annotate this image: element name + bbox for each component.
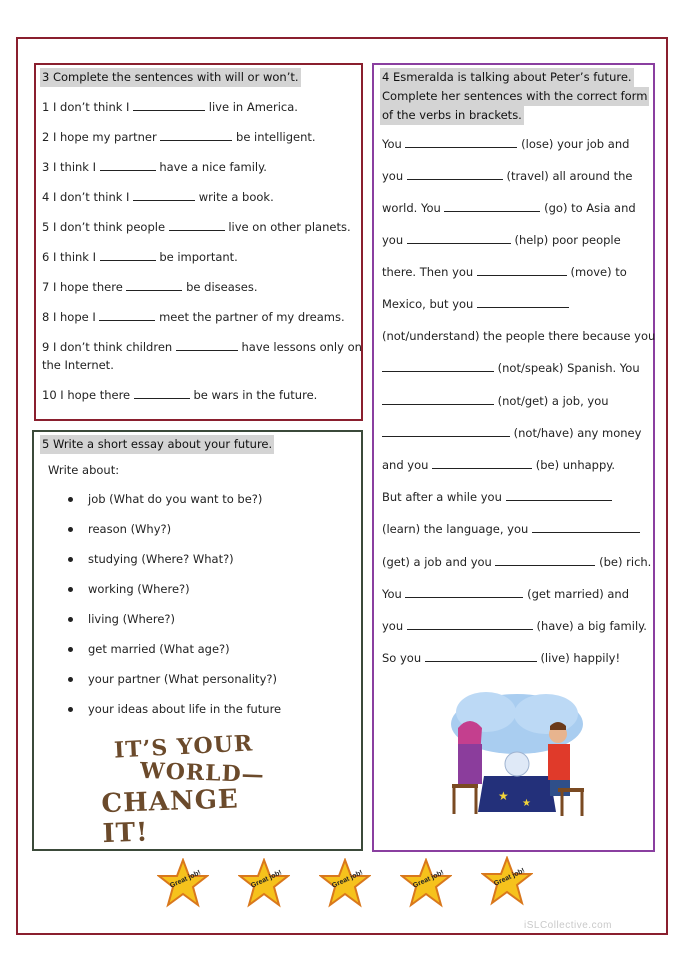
ex4-line-9: (not/get) a job, you — [382, 392, 609, 410]
ex4-line-4: you (help) poor people — [382, 233, 621, 247]
fortune-teller-illustration — [446, 684, 588, 826]
slogan-line-2: WORLD— — [139, 757, 266, 789]
exercise-5-intro: Write about: — [48, 463, 120, 477]
answer-blank[interactable] — [382, 393, 494, 405]
ex4-line-11: and you (be) unhappy. — [382, 458, 616, 472]
answer-blank[interactable] — [100, 159, 156, 171]
exercise-5-heading: 5 Write a short essay about your future. — [40, 435, 274, 454]
answer-blank[interactable] — [133, 99, 205, 111]
ex3-item-9: 9 I don’t think children have lessons only on — [42, 340, 362, 354]
ex3-item-3: 3 I think I have a nice family. — [42, 160, 267, 174]
list-item: get married (What age?) — [60, 640, 281, 670]
slogan-line-1: IT’S YOUR — [113, 730, 254, 764]
answer-blank[interactable] — [160, 129, 232, 141]
ex4-line-13: (learn) the language, you — [382, 520, 640, 538]
watermark: iSLCollective.com — [524, 920, 612, 931]
ex3-item-9-continued: the Internet. — [42, 358, 114, 372]
answer-blank[interactable] — [382, 360, 494, 372]
answer-blank[interactable] — [99, 309, 155, 321]
ex3-item-7: 7 I hope there be diseases. — [42, 280, 258, 294]
great-job-star-icon: Great job! — [157, 858, 209, 908]
list-item: studying (Where? What?) — [60, 550, 281, 580]
exercise-3-heading: 3 Complete the sentences with will or won’t. — [40, 68, 301, 87]
essay-topic-list — [60, 490, 281, 730]
list-item: job (What do you want to be?) — [60, 490, 281, 520]
ex4-line-8: (not/speak) Spanish. You — [382, 359, 640, 377]
answer-blank[interactable] — [133, 189, 195, 201]
great-job-star-icon: Great job! — [481, 856, 533, 906]
ex4-line-5: there. Then you (move) to — [382, 265, 627, 279]
answer-blank[interactable] — [432, 457, 532, 469]
answer-blank[interactable] — [532, 521, 640, 533]
list-item: your partner (What personality?) — [60, 670, 281, 700]
ex4-line-1: You (lose) your job and — [382, 137, 630, 151]
answer-blank[interactable] — [425, 650, 537, 662]
ex3-item-4: 4 I don’t think I write a book. — [42, 190, 274, 204]
answer-blank[interactable] — [477, 296, 569, 308]
great-job-star-icon: Great job! — [400, 858, 452, 908]
answer-blank[interactable] — [405, 136, 517, 148]
ex3-item-2: 2 I hope my partner be intelligent. — [42, 130, 316, 144]
ex4-line-10: (not/have) any money — [382, 424, 641, 442]
great-job-star-icon: Great job! — [238, 858, 290, 908]
ex3-item-8: 8 I hope I meet the partner of my dreams. — [42, 310, 345, 324]
ex4-line-12: But after a while you — [382, 488, 612, 506]
ex4-line-16: you (have) a big family. — [382, 619, 647, 633]
ex4-line-3: world. You (go) to Asia and — [382, 201, 636, 215]
ex4-line-6: Mexico, but you — [382, 295, 569, 313]
answer-blank[interactable] — [506, 489, 612, 501]
answer-blank[interactable] — [477, 264, 567, 276]
list-item: your ideas about life in the future — [60, 700, 281, 730]
exercise-4-heading-line1: 4 Esmeralda is talking about Peter’s future. — [380, 68, 634, 87]
ex3-item-6: 6 I think I be important. — [42, 250, 238, 264]
answer-blank[interactable] — [176, 339, 238, 351]
answer-blank[interactable] — [407, 232, 511, 244]
answer-blank[interactable] — [407, 618, 533, 630]
exercise-4-heading-line2: Complete her sentences with the correct form — [380, 87, 649, 106]
list-item: reason (Why?) — [60, 520, 281, 550]
ex4-line-7: (not/understand) the people there because you — [382, 329, 656, 343]
answer-blank[interactable] — [126, 279, 182, 291]
slogan-graphic — [101, 730, 282, 850]
ex3-item-1: 1 I don’t think I live in America. — [42, 100, 298, 114]
answer-blank[interactable] — [169, 219, 225, 231]
ex3-item-10: 10 I hope there be wars in the future. — [42, 388, 318, 402]
ex4-line-17: So you (live) happily! — [382, 651, 621, 665]
list-item: working (Where?) — [60, 580, 281, 610]
ex4-line-2: you (travel) all around the — [382, 169, 633, 183]
answer-blank[interactable] — [134, 387, 190, 399]
answer-blank[interactable] — [407, 168, 503, 180]
answer-blank[interactable] — [405, 586, 523, 598]
exercise-4-heading-line3: of the verbs in brackets. — [380, 106, 524, 125]
answer-blank[interactable] — [382, 425, 510, 437]
ex3-item-5: 5 I don’t think people live on other planets. — [42, 220, 351, 234]
svg-text:★: ★ — [498, 789, 509, 803]
list-item: living (Where?) — [60, 610, 281, 640]
svg-text:★: ★ — [522, 798, 531, 809]
great-job-star-icon: Great job! — [319, 858, 371, 908]
ex4-line-15: You (get married) and — [382, 587, 630, 601]
answer-blank[interactable] — [495, 554, 595, 566]
ex4-line-14: (get) a job and you (be) rich. — [382, 555, 652, 569]
answer-blank[interactable] — [444, 200, 540, 212]
answer-blank[interactable] — [100, 249, 156, 261]
slogan-line-3: CHANGE IT! — [101, 784, 240, 850]
